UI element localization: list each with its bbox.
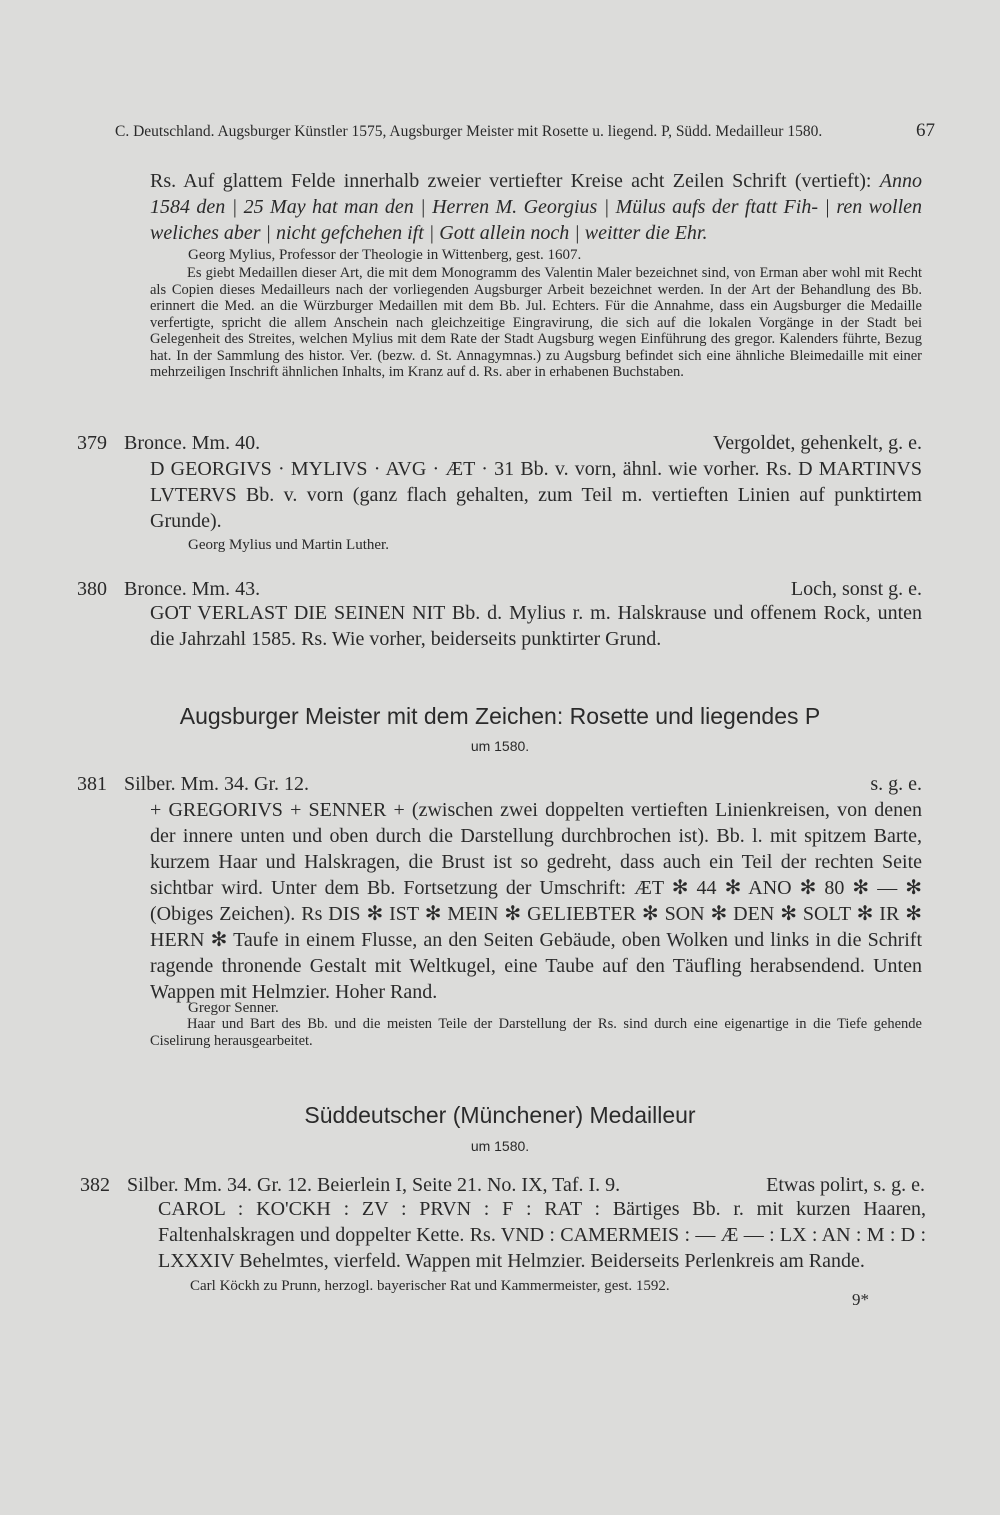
section-subtitle: um 1580. <box>470 1138 530 1154</box>
entry-number: 379 <box>77 432 107 454</box>
intro-rs-inscription: Anno 1584 den | 25 May hat man den | Herren M. Georgius | Mülus aufs der ftatt Fih- | ren wollen weliches aber | nicht gefchehen ift | Gott allein noch | weitter die Ehr. <box>150 170 922 244</box>
intro-person: Georg Mylius, Professor der Theologie in Wittenberg, gest. 1607. <box>188 247 582 263</box>
entry-material: Silber. Mm. 34. Gr. 12. Beierlein I, Seite 21. No. IX, Taf. I. 9. <box>127 1174 621 1196</box>
page-number: 67 <box>916 120 935 141</box>
entry-379-header <box>77 430 922 456</box>
signature-mark: 9* <box>852 1290 869 1309</box>
entry-material: Bronce. Mm. 43. <box>124 578 261 600</box>
entry-number: 382 <box>80 1174 110 1196</box>
entry-condition: Etwas polirt, s. g. e. <box>766 1174 925 1196</box>
entry-material: Silber. Mm. 34. Gr. 12. <box>124 773 310 795</box>
intro-reverse-description <box>150 168 922 246</box>
section-title: Augsburger Meister mit dem Zeichen: Rosette und liegendes P <box>179 703 821 729</box>
entry-381-header <box>77 771 922 797</box>
entry-380-description: GOT VERLAST DIE SEINEN NIT Bb. d. Mylius r. m. Halskrause und offenem Rock, unten die Jahrzahl 1585. Rs. Wie vorher, beiderseits punktirter Grund. <box>150 602 922 650</box>
running-head <box>115 120 935 142</box>
section-subtitle: um 1580. <box>470 738 530 754</box>
entry-condition: Vergoldet, gehenkelt, g. e. <box>712 432 922 454</box>
entry-382-header <box>80 1172 925 1198</box>
entry-381-person: Gregor Senner. <box>188 1000 279 1016</box>
intro-note: Es giebt Medaillen dieser Art, die mit dem Monogramm des Valentin Maler bezeichnet sind, von Erman aber wohl mit Recht als Copien dieses Medailleurs nach der vorliegenden Augsburger Arbeit bezeichnet werden. In der Art der Behandlung des Bb. erinnert die Med. an die Würzburger Medaillen mit dem Bb. Jul. Echters. Für die Annahme, dass ein Augsburger die Medaille verfertigte, spricht die allem Anschein nach gleichzeitige Eingravirung, die sich auf die lokalen Vorgänge in der Stadt bei Gelegenheit des Streites, welchen Mylius mit dem Rate der Stadt Augsburg wegen Einführung des gregor. Kalenders führte, Bezug hat. In der Sammlung des histor. Ver. (bezw. d. St. Annagymnas.) zu Augsburg befindet sich eine ähnliche Bleimedaille mit einer mehrzeiligen Inschrift ähnlichen Inhalts, im Kranz auf d. Rs. aber in erhabenen Buchstaben. <box>150 265 922 380</box>
entry-381-note: Haar und Bart des Bb. und die meisten Teile der Darstellung der Rs. sind durch eine eigenartige in die Tiefe gehende Ciselirung herausgearbeitet. <box>150 1016 922 1049</box>
entry-379-description: D GEORGIVS · MYLIVS · AVG · ÆT · 31 Bb. v. vorn, ähnl. wie vorher. Rs. D MARTINVS LVTERVS Bb. v. vorn (ganz flach gehalten, zum Teil m. vertieften Linien auf punktirtem Grunde). <box>150 458 922 532</box>
entry-380-header <box>77 576 922 602</box>
entry-381-description: + GREGORIVS + SENNER + (zwischen zwei doppelten vertieften Linienkreisen, von denen der innere unten und oben durch die Darstellung durchbrochen ist). Bb. l. mit spitzem Barte, kurzem Haar und Halskragen, die Brust ist so gedreht, dass auch ein Teil der rechten Seite sichtbar wird. Unter dem Bb. Fortsetzung der Umschrift: ÆT ✻ 44 ✻ ANO ✻ 80 ✻ — ✻ (Obiges Zeichen). Rs DIS ✻ IST ✻ MEIN ✻ GELIEBTER ✻ SON ✻ DEN ✻ SOLT ✻ IR ✻ HERN ✻ Taufe in einem Flusse, an den Seiten Gebäude, oben Wolken und links in die Schrift ragende thronende Gestalt mit Weltkugel, eine Taube auf den Täufling herabsendend. Unten Wappen mit Helmzier. Hoher Rand. <box>150 799 922 1003</box>
entry-condition: Loch, sonst g. e. <box>790 578 922 600</box>
entry-number: 380 <box>77 578 107 600</box>
entry-number: 381 <box>77 773 107 795</box>
entry-382-description: CAROL : KO'CKH : ZV : PRVN : F : RAT : Bärtiges Bb. r. mit kurzen Haaren, Faltenhalskragen und doppelter Kette. Rs. VND : CAMERMEIS : — Æ — : LX : AN : M : D : LXXXIV Behelmtes, vierfeld. Wappen mit Helmzier. Beiderseits Perlenkreis am Rande. <box>158 1198 926 1272</box>
entry-379-person: Georg Mylius und Martin Luther. <box>188 537 389 553</box>
running-title: C. Deutschland. Augsburger Künstler 1575, Augsburger Meister mit Rosette u. liegend. P, Südd. Medailleur 1580. <box>115 123 823 140</box>
entry-material: Bronce. Mm. 40. <box>124 432 261 454</box>
intro-rs-lead: Rs. Auf glattem Felde innerhalb zweier vertiefter Kreise acht Zeilen Schrift (vertieft): <box>150 170 880 192</box>
entry-382-person: Carl Köckh zu Prunn, herzogl. bayerischer Rat und Kammermeister, gest. 1592. <box>190 1278 670 1294</box>
entry-condition: s. g. e. <box>870 773 922 795</box>
section-title: Süddeutscher (Münchener) Medailleur <box>304 1102 696 1128</box>
